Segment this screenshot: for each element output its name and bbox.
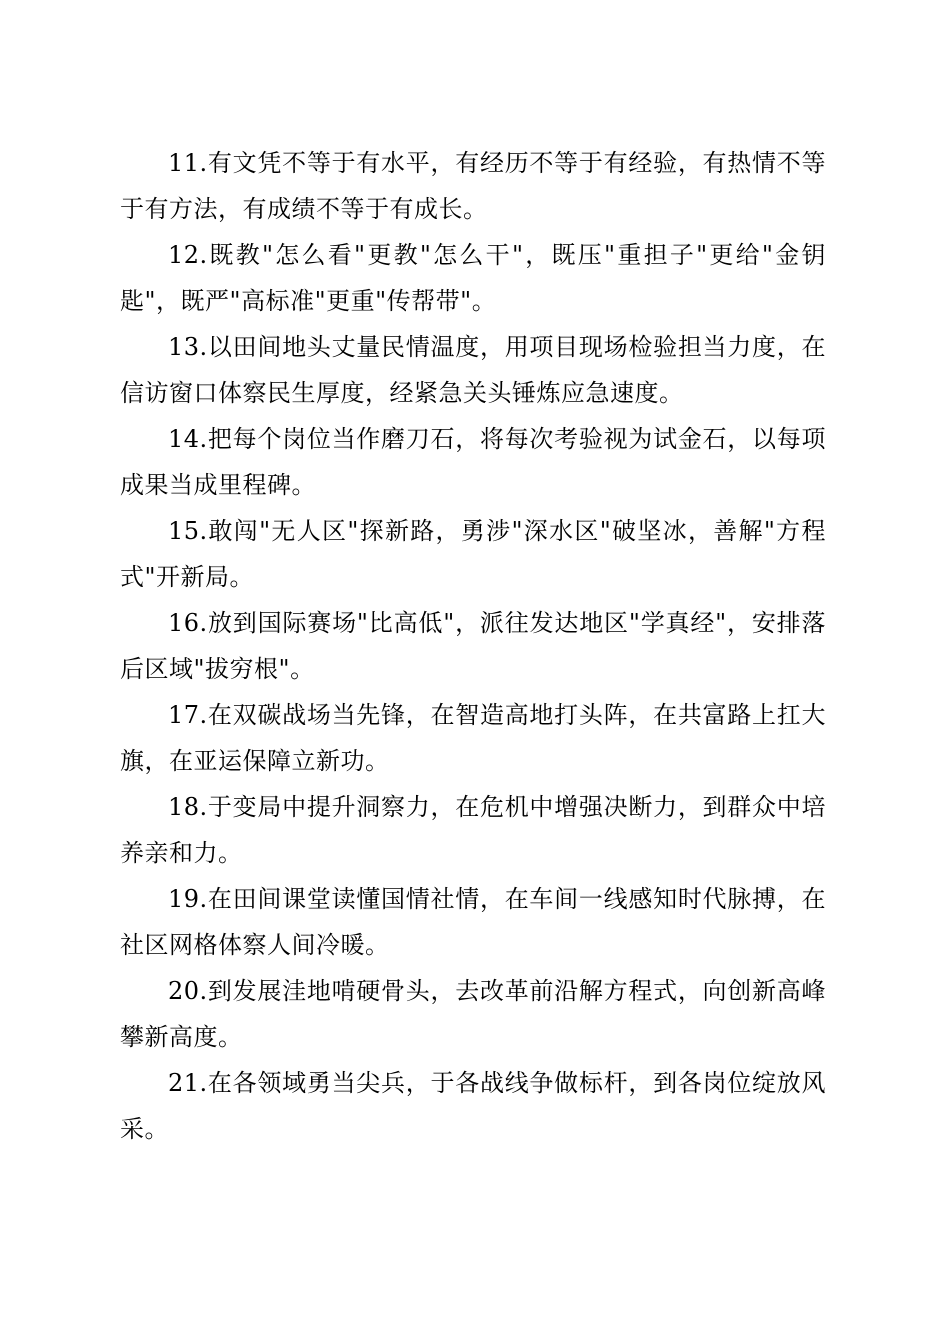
paragraph-11: 11.有文凭不等于有水平，有经历不等于有经验，有热情不等于有方法，有成绩不等于有成长。 bbox=[120, 149, 826, 223]
paragraph-20: 20.到发展洼地啃硬骨头，去改革前沿解方程式，向创新高峰攀新高度。 bbox=[120, 977, 826, 1051]
document-body bbox=[120, 140, 826, 1152]
paragraph-12: 12.既教"怎么看"更教"怎么干"，既压"重担子"更给"金钥匙"，既严"高标准"更重"传帮带"。 bbox=[120, 241, 826, 315]
paragraph-19: 19.在田间课堂读懂国情社情，在车间一线感知时代脉搏，在社区网格体察人间冷暖。 bbox=[120, 885, 826, 959]
paragraph-21: 21.在各领域勇当尖兵，于各战线争做标杆，到各岗位绽放风采。 bbox=[120, 1069, 826, 1143]
paragraph-17: 17.在双碳战场当先锋，在智造高地打头阵，在共富路上扛大旗，在亚运保障立新功。 bbox=[120, 701, 826, 775]
paragraph-15: 15.敢闯"无人区"探新路，勇涉"深水区"破坚冰，善解"方程式"开新局。 bbox=[120, 517, 826, 591]
paragraph-16: 16.放到国际赛场"比高低"，派往发达地区"学真经"，安排落后区域"拔穷根"。 bbox=[120, 609, 826, 683]
paragraph-14: 14.把每个岗位当作磨刀石，将每次考验视为试金石，以每项成果当成里程碑。 bbox=[120, 425, 826, 499]
paragraph-18: 18.于变局中提升洞察力，在危机中增强决断力，到群众中培养亲和力。 bbox=[120, 793, 826, 867]
paragraph-13: 13.以田间地头丈量民情温度，用项目现场检验担当力度，在信访窗口体察民生厚度，经紧急关头锤炼应急速度。 bbox=[120, 333, 826, 407]
